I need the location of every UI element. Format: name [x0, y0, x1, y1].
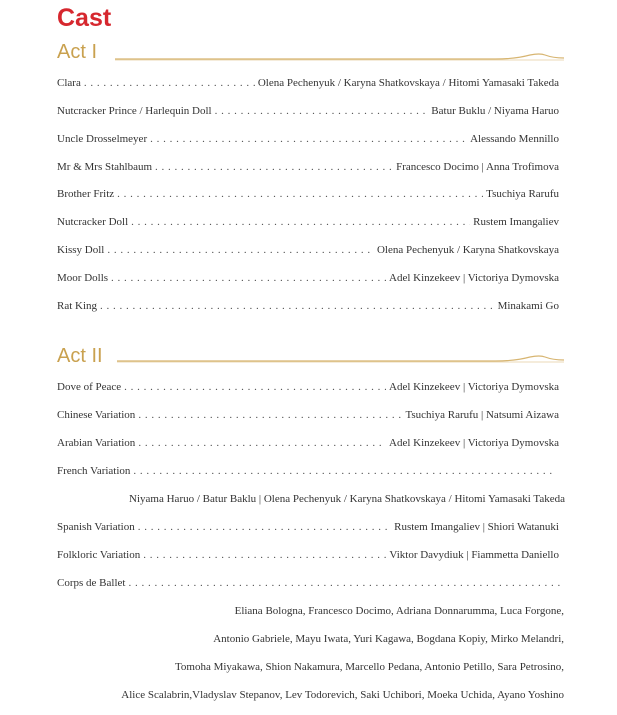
role-name: French Variation — [57, 465, 131, 477]
act-1-heading — [57, 40, 564, 64]
cast-row — [57, 158, 559, 176]
cast-row — [57, 546, 559, 564]
page-title: Cast — [57, 4, 112, 32]
role-name: Moor Dolls — [57, 272, 109, 284]
leader-dots — [155, 158, 393, 176]
role-name: Nutcracker Doll — [57, 216, 129, 228]
role-name: Folkloric Variation — [57, 549, 141, 561]
dancer-name: Rustem Imangaliev | Shiori Watanuki — [394, 521, 559, 533]
role-name: Rat King — [57, 300, 98, 312]
role-name: Nutcracker Prince / Harlequin Doll — [57, 105, 212, 117]
dancer-name: Tsuchiya Rarufu | Natsumi Aizawa — [405, 409, 559, 421]
leader-dots — [138, 518, 391, 536]
leader-dots — [138, 434, 386, 452]
dancer-name: Francesco Docimo | Anna Trofimova — [396, 161, 559, 173]
role-name: Uncle Drosselmeyer — [57, 133, 148, 145]
role-name: Spanish Variation — [57, 521, 135, 533]
dancer-name: Rustem Imangaliev — [473, 216, 559, 228]
cast-row — [57, 518, 559, 536]
leader-dots — [143, 546, 386, 564]
dancer-name: Adel Kinzekeev | Victoriya Dymovska — [389, 437, 559, 449]
role-name: Chinese Variation — [57, 409, 136, 421]
leader-dots — [150, 130, 467, 148]
cast-row — [57, 213, 559, 231]
cast-row — [57, 462, 559, 480]
dancer-name: Tsuchiya Rarufu — [486, 188, 559, 200]
leader-dots — [84, 74, 255, 92]
role-name: Clara — [57, 77, 81, 89]
role-name: Corps de Ballet — [57, 577, 126, 589]
leader-dots — [107, 241, 374, 259]
cast-row — [57, 434, 559, 452]
leader-dots — [131, 213, 470, 231]
cast-row — [57, 185, 559, 203]
role-name: Dove of Peace — [57, 381, 122, 393]
role-name: Kissy Doll — [57, 244, 105, 256]
dancer-name: Olena Pechenyuk / Karyna Shatkovskaya — [376, 244, 559, 256]
cast-row — [57, 74, 559, 92]
leader-dots — [124, 378, 386, 396]
cast-row — [57, 378, 559, 396]
leader-dots — [133, 462, 556, 480]
act-1-label: Act I — [57, 41, 98, 63]
role-name: Arabian Variation — [57, 437, 136, 449]
corps-de-ballet-line: Alice Scalabrin,Vladyslav Stepanov, Lev Todorevich, Saki Uchibori, Moeka Uchida, Ayano Yoshino — [121, 689, 564, 701]
act-2-label: Act II — [57, 345, 103, 367]
role-name: Brother Fritz — [57, 188, 115, 200]
act-1-divider — [115, 40, 564, 64]
role-name: Mr & Mrs Stahlbaum — [57, 161, 153, 173]
leader-dots — [100, 297, 495, 315]
corps-de-ballet-line: Antonio Gabriele, Mayu Iwata, Yuri Kagawa, Bogdana Kopiy, Mirko Melandri, — [213, 633, 564, 645]
dancer-name: Olena Pechenyuk / Karyna Shatkovskaya / Hitomi Yamasaki Takeda — [257, 77, 559, 89]
corps-de-ballet-line: Eliana Bologna, Francesco Docimo, Adriana Donnarumma, Luca Forgone, — [234, 605, 564, 617]
cast-row — [57, 297, 559, 315]
leader-dots — [138, 406, 402, 424]
cast-row — [57, 574, 564, 592]
leader-dots — [128, 574, 561, 592]
cast-row — [57, 102, 559, 120]
dancer-name: Alessando Mennillo — [470, 133, 559, 145]
act-2-divider — [117, 344, 564, 368]
dancer-name: Batur Buklu / Niyama Haruo — [431, 105, 559, 117]
corps-de-ballet-line: Tomoha Miyakawa, Shion Nakamura, Marcello Pedana, Antonio Petillo, Sara Petrosino, — [174, 661, 564, 673]
dancer-name: Minakami Go — [497, 300, 559, 312]
leader-dots — [215, 102, 429, 120]
cast-row — [57, 269, 559, 287]
dancer-name: Viktor Davydiuk | Fiammetta Daniello — [389, 549, 559, 561]
cast-row — [57, 406, 559, 424]
french-variation-dancers: Niyama Haruo / Batur Baklu | Olena Pechenyuk / Karyna Shatkovskaya / Hitomi Yamasaki Takeda — [129, 493, 565, 505]
cast-row — [57, 241, 559, 259]
act-2-heading — [57, 344, 564, 368]
dancer-name: Adel Kinzekeev | Victoriya Dymovska — [389, 272, 559, 284]
leader-dots — [117, 185, 483, 203]
dancer-name: Adel Kinzekeev | Victoriya Dymovska — [389, 381, 559, 393]
leader-dots — [111, 269, 386, 287]
cast-row — [57, 130, 559, 148]
